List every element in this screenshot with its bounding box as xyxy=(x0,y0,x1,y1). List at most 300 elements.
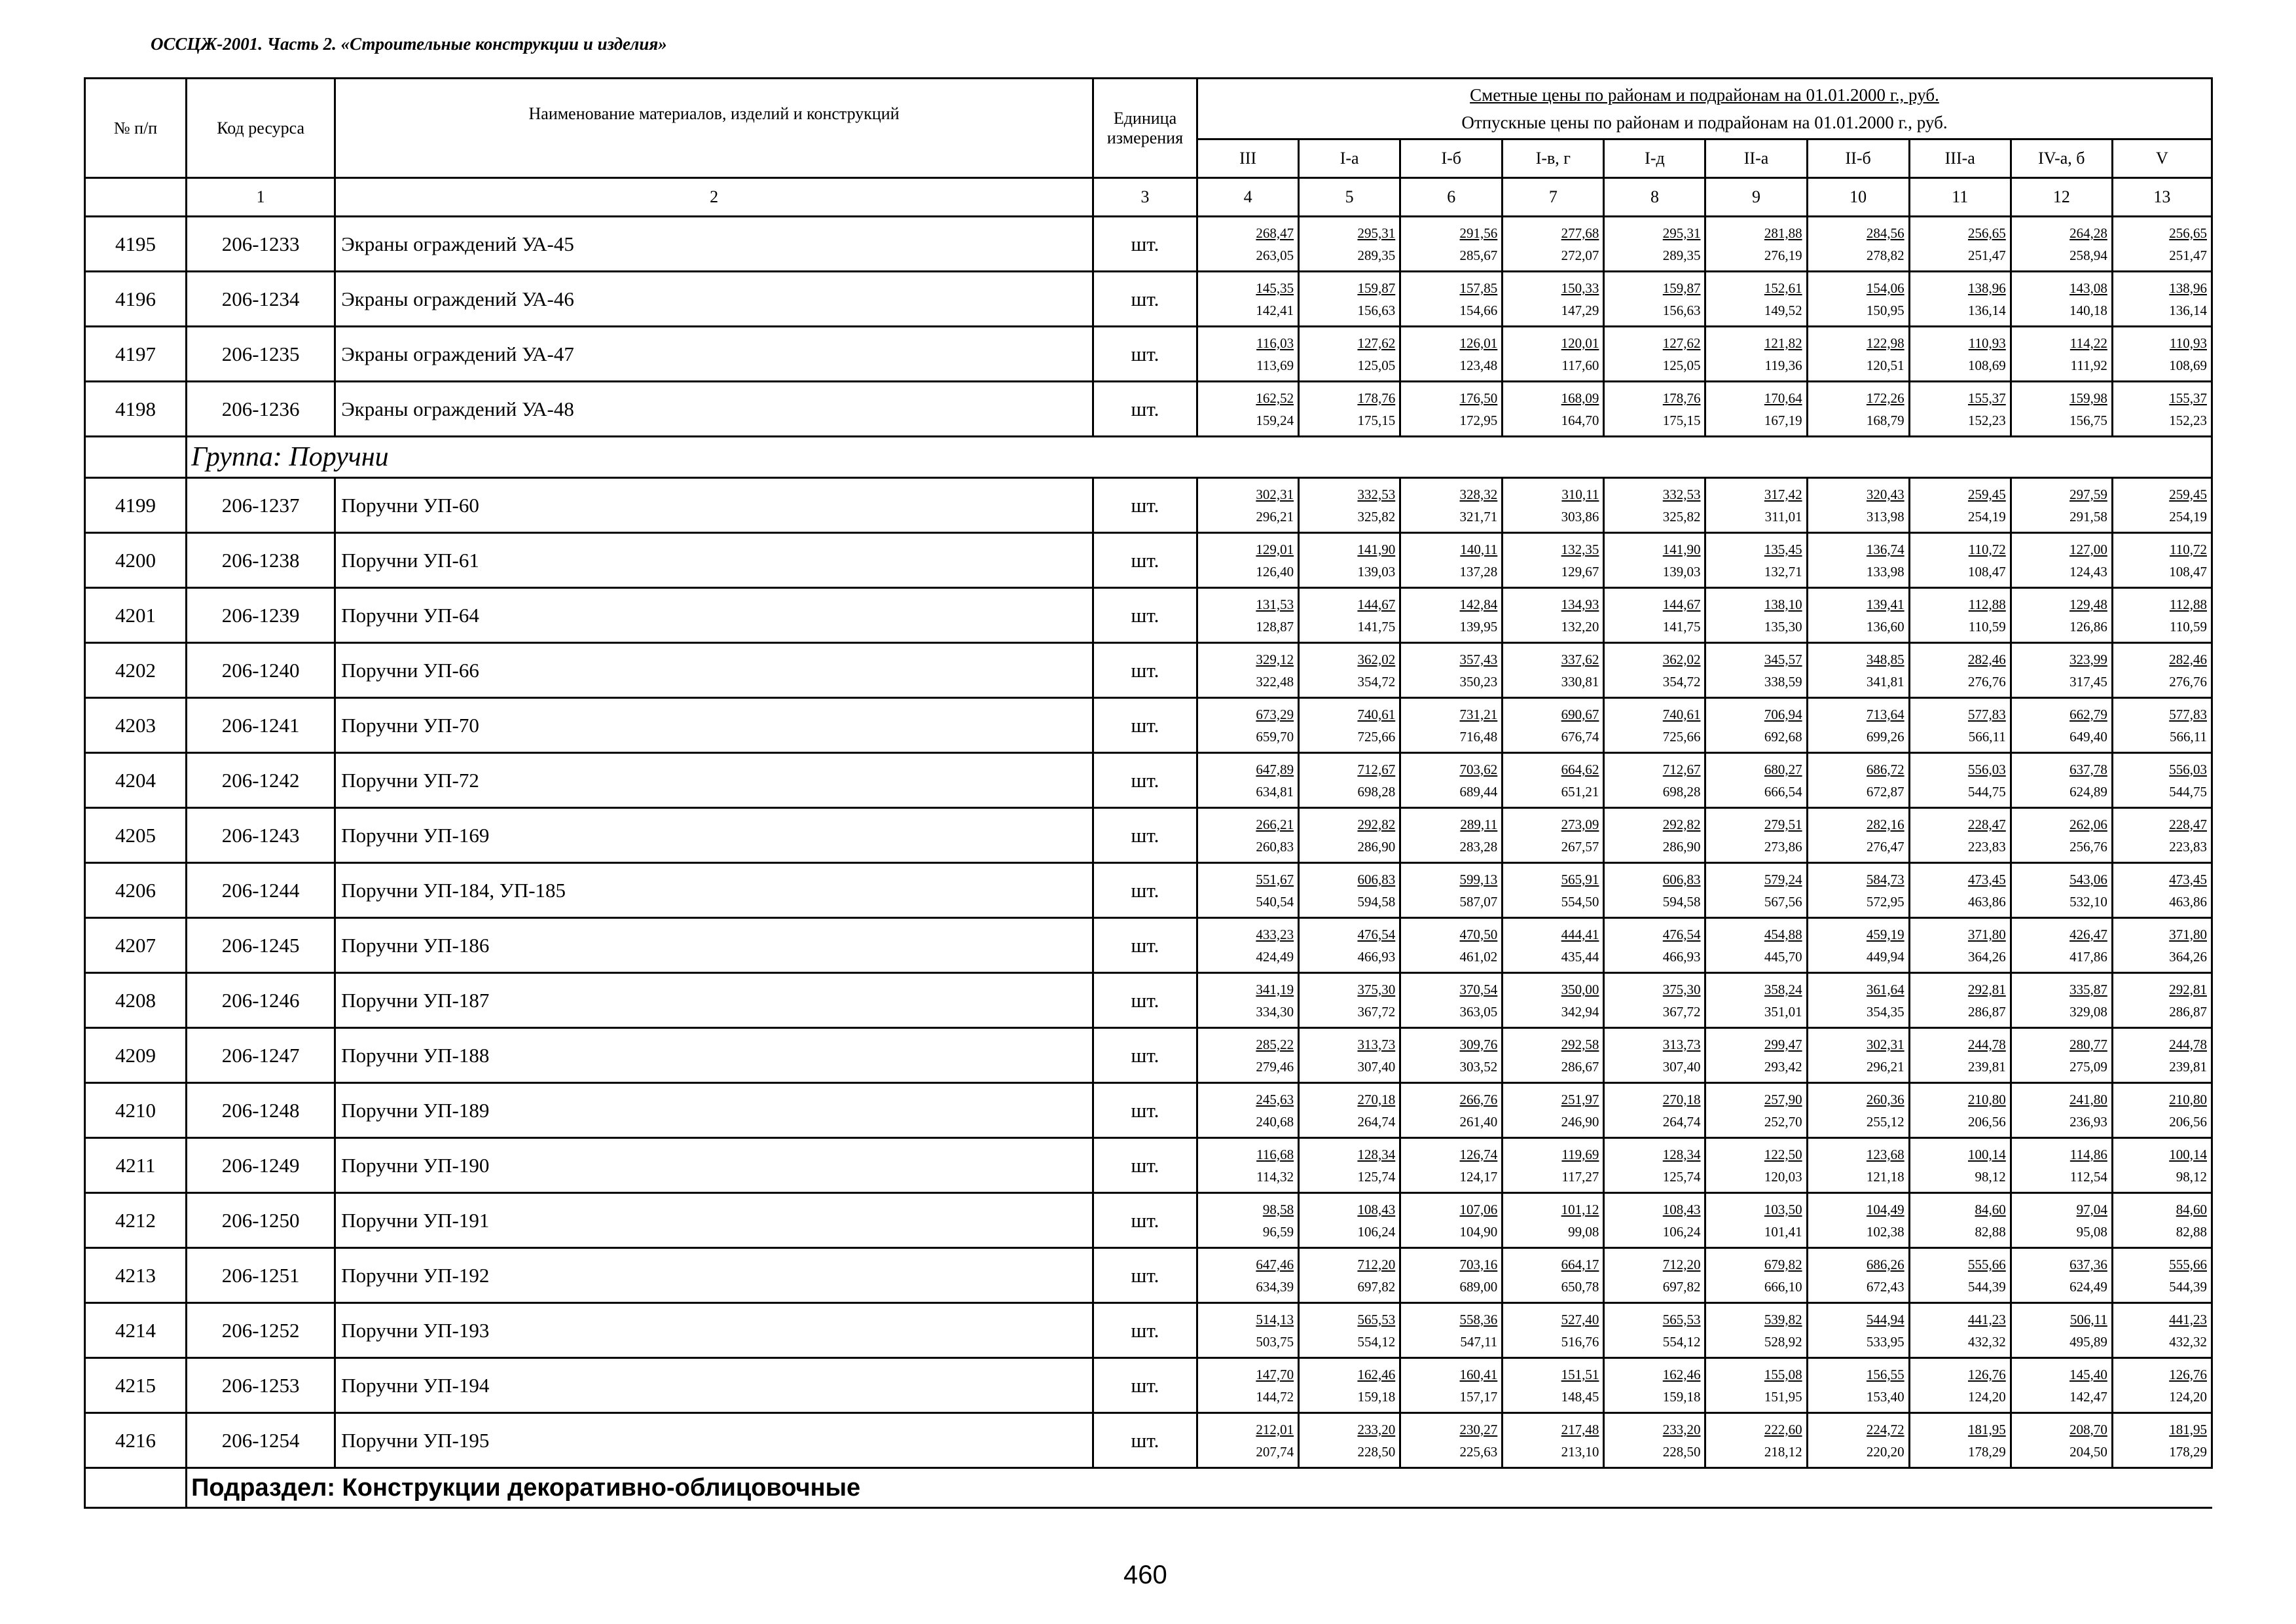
estimate-price: 131,53 xyxy=(1256,596,1294,612)
price-cell xyxy=(1400,698,1503,753)
release-price: 144,72 xyxy=(1256,1388,1294,1405)
estimate-price: 337,62 xyxy=(1561,651,1599,667)
table-row xyxy=(85,808,2212,863)
region-header: I-б xyxy=(1400,139,1503,178)
release-price: 223,83 xyxy=(1968,838,2006,855)
price-cell xyxy=(2112,698,2212,753)
release-price: 273,86 xyxy=(1764,838,1802,855)
release-price: 151,95 xyxy=(1764,1388,1802,1405)
price-cell xyxy=(1400,327,1503,382)
release-price: 286,87 xyxy=(1968,1003,2006,1020)
price-cell xyxy=(1503,217,1604,272)
estimate-price: 703,62 xyxy=(1459,761,1498,777)
estimate-price: 332,53 xyxy=(1662,486,1701,502)
estimate-price: 264,28 xyxy=(2069,225,2107,241)
region-header: I-а xyxy=(1299,139,1400,178)
estimate-price: 259,45 xyxy=(2169,486,2207,502)
release-price: 289,35 xyxy=(1357,247,1396,263)
price-cell xyxy=(1807,1193,1909,1248)
price-cell xyxy=(1909,918,2011,973)
item-name: Поручни УП-187 xyxy=(335,973,1093,1028)
price-cell xyxy=(1807,478,1909,533)
estimate-price: 142,84 xyxy=(1459,596,1498,612)
price-cell xyxy=(1400,382,1503,437)
price-cell xyxy=(1197,863,1299,918)
release-price: 461,02 xyxy=(1459,948,1498,965)
release-price: 99,08 xyxy=(1568,1223,1599,1240)
unit: шт. xyxy=(1093,808,1197,863)
price-cell xyxy=(1705,272,1807,327)
price-cell xyxy=(1604,1193,1705,1248)
price-cell xyxy=(1807,1358,1909,1413)
estimate-price: 335,87 xyxy=(2069,981,2107,997)
release-price: 697,82 xyxy=(1357,1278,1396,1295)
release-price: 98,12 xyxy=(1975,1168,2006,1185)
release-price: 251,47 xyxy=(1968,247,2006,263)
subsection-empty-cell xyxy=(85,1468,187,1508)
estimate-price: 544,94 xyxy=(1866,1311,1904,1327)
resource-code: 206-1253 xyxy=(187,1358,335,1413)
release-price: 364,26 xyxy=(1968,948,2006,965)
item-name: Поручни УП-186 xyxy=(335,918,1093,973)
price-cell xyxy=(1299,753,1400,808)
release-price: 698,28 xyxy=(1357,783,1396,800)
table-row xyxy=(85,533,2212,588)
release-price: 82,88 xyxy=(2176,1223,2207,1240)
price-cell xyxy=(1909,1028,2011,1083)
price-cell xyxy=(1299,588,1400,643)
price-cell xyxy=(1503,327,1604,382)
estimate-price: 108,43 xyxy=(1662,1201,1701,1217)
estimate-price: 555,66 xyxy=(2169,1256,2207,1272)
estimate-price: 98,58 xyxy=(1262,1201,1294,1217)
price-cell xyxy=(1604,863,1705,918)
release-price: 119,36 xyxy=(1764,357,1802,373)
release-price: 220,20 xyxy=(1866,1443,1904,1460)
estimate-price: 138,96 xyxy=(1968,280,2006,296)
table-row xyxy=(85,588,2212,643)
price-cell xyxy=(2011,478,2112,533)
estimate-price: 637,36 xyxy=(2069,1256,2107,1272)
price-cell xyxy=(2011,1413,2112,1468)
estimate-price: 128,34 xyxy=(1357,1146,1396,1162)
release-price: 178,29 xyxy=(2169,1443,2207,1460)
release-price: 624,89 xyxy=(2069,783,2107,800)
estimate-price: 713,64 xyxy=(1866,706,1904,722)
release-price: 341,81 xyxy=(1866,673,1904,690)
release-price: 354,72 xyxy=(1662,673,1701,690)
price-cell xyxy=(1503,698,1604,753)
region-header: V xyxy=(2112,139,2212,178)
price-cell xyxy=(2011,1248,2112,1303)
estimate-price: 112,88 xyxy=(2170,596,2207,612)
release-price: 139,03 xyxy=(1357,563,1396,580)
region-header: II-а xyxy=(1705,139,1807,178)
price-cell xyxy=(1299,918,1400,973)
estimate-price: 565,91 xyxy=(1561,871,1599,887)
table-body xyxy=(85,178,2212,1508)
price-cell xyxy=(1604,1358,1705,1413)
estimate-price: 178,76 xyxy=(1357,390,1396,406)
price-cell xyxy=(1705,588,1807,643)
estimate-price: 313,73 xyxy=(1662,1036,1701,1052)
unit: шт. xyxy=(1093,533,1197,588)
release-price: 140,18 xyxy=(2069,302,2107,318)
estimate-price: 712,20 xyxy=(1357,1256,1396,1272)
price-cell xyxy=(1400,973,1503,1028)
release-price: 251,47 xyxy=(2169,247,2207,263)
price-cell xyxy=(1400,1028,1503,1083)
release-price: 533,95 xyxy=(1866,1333,1904,1350)
release-price: 112,54 xyxy=(2069,1168,2107,1185)
price-cell xyxy=(1604,643,1705,698)
estimate-price: 241,80 xyxy=(2069,1091,2107,1107)
release-price: 285,67 xyxy=(1459,247,1498,263)
estimate-price: 712,67 xyxy=(1357,761,1396,777)
price-cell xyxy=(1299,698,1400,753)
estimate-price: 527,40 xyxy=(1561,1311,1599,1327)
price-cell xyxy=(1400,1083,1503,1138)
release-price: 666,54 xyxy=(1764,783,1802,800)
estimate-price: 245,63 xyxy=(1256,1091,1294,1107)
price-cell xyxy=(1807,327,1909,382)
release-price: 125,74 xyxy=(1357,1168,1396,1185)
price-cell xyxy=(2011,1028,2112,1083)
price-cell xyxy=(2011,1138,2112,1193)
release-price: 148,45 xyxy=(1561,1388,1599,1405)
price-cell xyxy=(2112,272,2212,327)
estimate-price: 151,51 xyxy=(1561,1366,1599,1382)
price-cell xyxy=(1400,1358,1503,1413)
price-cell xyxy=(1604,382,1705,437)
release-price: 104,90 xyxy=(1459,1223,1498,1240)
resource-code: 206-1244 xyxy=(187,863,335,918)
estimate-price: 162,52 xyxy=(1256,390,1294,406)
estimate-price: 362,02 xyxy=(1662,651,1701,667)
release-price: 554,50 xyxy=(1561,893,1599,910)
estimate-price: 731,21 xyxy=(1459,706,1498,722)
release-price: 503,75 xyxy=(1256,1333,1294,1350)
estimate-price: 476,54 xyxy=(1357,926,1396,942)
release-price: 240,68 xyxy=(1256,1113,1294,1130)
row-number: 4211 xyxy=(85,1138,187,1193)
price-cell xyxy=(1503,478,1604,533)
estimate-price: 690,67 xyxy=(1561,706,1599,722)
price-cell xyxy=(1807,1083,1909,1138)
release-price: 689,44 xyxy=(1459,783,1498,800)
estimate-price: 147,70 xyxy=(1256,1366,1294,1382)
estimate-price: 279,51 xyxy=(1764,816,1802,832)
release-price: 303,86 xyxy=(1561,508,1599,525)
price-cell xyxy=(1400,863,1503,918)
release-price: 124,20 xyxy=(1968,1388,2006,1405)
column-number: 10 xyxy=(1807,178,1909,217)
table-row xyxy=(85,478,2212,533)
estimate-price: 506,11 xyxy=(2069,1311,2107,1327)
release-price: 108,69 xyxy=(1968,357,2006,373)
price-cell xyxy=(2011,863,2112,918)
release-price: 139,03 xyxy=(1662,563,1701,580)
release-price: 424,49 xyxy=(1256,948,1294,965)
release-price: 364,26 xyxy=(2169,948,2207,965)
price-cell xyxy=(1909,1413,2011,1468)
estimate-price: 178,76 xyxy=(1662,390,1701,406)
estimate-price: 292,58 xyxy=(1561,1036,1599,1052)
estimate-price: 228,47 xyxy=(1968,816,2006,832)
release-price: 255,12 xyxy=(1866,1113,1904,1130)
price-cell xyxy=(1705,918,1807,973)
release-price: 132,71 xyxy=(1764,563,1802,580)
estimate-price: 210,80 xyxy=(2169,1091,2207,1107)
price-cell xyxy=(1807,1138,1909,1193)
release-price: 254,19 xyxy=(1968,508,2006,525)
resource-code: 206-1239 xyxy=(187,588,335,643)
price-cell xyxy=(1604,1083,1705,1138)
estimate-price: 145,35 xyxy=(1256,280,1294,296)
price-cell xyxy=(2011,1358,2112,1413)
estimate-price: 270,18 xyxy=(1662,1091,1701,1107)
price-cell xyxy=(2011,1083,2112,1138)
estimate-price: 172,26 xyxy=(1866,390,1904,406)
release-price: 228,50 xyxy=(1357,1443,1396,1460)
estimate-price: 210,80 xyxy=(1968,1091,2006,1107)
release-price: 207,74 xyxy=(1256,1443,1294,1460)
estimate-price: 637,78 xyxy=(2069,761,2107,777)
price-cell xyxy=(1400,533,1503,588)
table-row xyxy=(85,1303,2212,1358)
price-cell xyxy=(1503,533,1604,588)
release-price: 142,41 xyxy=(1256,302,1294,318)
price-cell xyxy=(1197,382,1299,437)
row-number: 4204 xyxy=(85,753,187,808)
price-cell xyxy=(1503,973,1604,1028)
estimate-price: 371,80 xyxy=(1968,926,2006,942)
price-cell xyxy=(1299,1303,1400,1358)
price-cell xyxy=(1705,1248,1807,1303)
estimate-price: 565,53 xyxy=(1662,1311,1701,1327)
estimate-price: 107,06 xyxy=(1459,1201,1498,1217)
estimate-price: 302,31 xyxy=(1866,1036,1904,1052)
price-cell xyxy=(2112,1413,2212,1468)
estimate-price: 292,81 xyxy=(1968,981,2006,997)
release-price: 544,75 xyxy=(1968,783,2006,800)
release-price: 634,39 xyxy=(1256,1278,1294,1295)
release-price: 417,86 xyxy=(2069,948,2107,965)
price-cell xyxy=(1807,643,1909,698)
price-cell xyxy=(1705,478,1807,533)
release-price: 307,40 xyxy=(1662,1058,1701,1075)
release-price: 278,82 xyxy=(1866,247,1904,263)
release-price: 566,11 xyxy=(2170,728,2207,745)
estimate-price: 289,11 xyxy=(1460,816,1498,832)
release-price: 147,29 xyxy=(1561,302,1599,318)
release-price: 303,52 xyxy=(1459,1058,1498,1075)
release-price: 110,59 xyxy=(1968,618,2006,635)
estimate-price: 155,37 xyxy=(1968,390,2006,406)
item-name: Поручни УП-66 xyxy=(335,643,1093,698)
release-price: 311,01 xyxy=(1764,508,1802,525)
estimate-price: 292,81 xyxy=(2169,981,2207,997)
release-price: 108,47 xyxy=(1968,563,2006,580)
estimate-price: 110,93 xyxy=(1968,335,2006,351)
estimate-price: 558,36 xyxy=(1459,1311,1498,1327)
estimate-price: 680,27 xyxy=(1764,761,1802,777)
estimate-price: 292,82 xyxy=(1662,816,1701,832)
release-price: 651,21 xyxy=(1561,783,1599,800)
release-price: 263,05 xyxy=(1256,247,1294,263)
release-price: 342,94 xyxy=(1561,1003,1599,1020)
estimate-price: 140,11 xyxy=(1460,541,1498,557)
release-price: 367,72 xyxy=(1357,1003,1396,1020)
estimate-price: 282,46 xyxy=(1968,651,2006,667)
estimate-price: 244,78 xyxy=(2169,1036,2207,1052)
price-cell xyxy=(1705,217,1807,272)
price-cell xyxy=(2112,217,2212,272)
table-row xyxy=(85,643,2212,698)
estimate-price: 126,76 xyxy=(1968,1366,2006,1382)
document-header-title: ОССЦЖ-2001. Часть 2. «Строительные конструкции и изделия» xyxy=(151,34,667,54)
estimate-price: 577,83 xyxy=(1968,706,2006,722)
item-name: Экраны ограждений УА-45 xyxy=(335,217,1093,272)
resource-code: 206-1254 xyxy=(187,1413,335,1468)
release-price: 223,83 xyxy=(2169,838,2207,855)
release-price: 124,43 xyxy=(2069,563,2107,580)
release-price: 672,43 xyxy=(1866,1278,1904,1295)
row-number: 4210 xyxy=(85,1083,187,1138)
estimate-price: 217,48 xyxy=(1561,1421,1599,1437)
release-price: 650,78 xyxy=(1561,1278,1599,1295)
release-price: 157,17 xyxy=(1459,1388,1498,1405)
price-cell xyxy=(1197,808,1299,863)
estimate-price: 317,42 xyxy=(1764,486,1802,502)
estimate-price: 116,68 xyxy=(1256,1146,1294,1162)
release-price: 495,89 xyxy=(2069,1333,2107,1350)
price-cell xyxy=(2112,808,2212,863)
estimate-price: 143,08 xyxy=(2069,280,2107,296)
table-row xyxy=(85,1083,2212,1138)
estimate-price: 84,60 xyxy=(2176,1201,2207,1217)
price-cell xyxy=(1909,533,2011,588)
unit: шт. xyxy=(1093,698,1197,753)
price-cell xyxy=(1705,863,1807,918)
price-cell xyxy=(1197,1083,1299,1138)
release-price: 634,81 xyxy=(1256,783,1294,800)
price-cell xyxy=(2011,753,2112,808)
price-cell xyxy=(1604,918,1705,973)
price-cell xyxy=(1503,1028,1604,1083)
estimate-price: 270,18 xyxy=(1357,1091,1396,1107)
price-cell xyxy=(1807,217,1909,272)
estimate-price: 144,67 xyxy=(1357,596,1396,612)
price-cell xyxy=(1400,1413,1503,1468)
price-cell xyxy=(1807,698,1909,753)
estimate-price: 459,19 xyxy=(1866,926,1904,942)
price-cell xyxy=(1909,588,2011,643)
resource-code: 206-1240 xyxy=(187,643,335,698)
estimate-price: 291,56 xyxy=(1459,225,1498,241)
column-number: 2 xyxy=(335,178,1093,217)
price-cell xyxy=(1705,698,1807,753)
release-price: 125,74 xyxy=(1662,1168,1701,1185)
release-price: 159,18 xyxy=(1662,1388,1701,1405)
estimate-price: 127,62 xyxy=(1357,335,1396,351)
unit: шт. xyxy=(1093,1303,1197,1358)
unit: шт. xyxy=(1093,588,1197,643)
price-cell xyxy=(1705,1138,1807,1193)
release-price: 117,60 xyxy=(1561,357,1599,373)
price-cell xyxy=(1705,1193,1807,1248)
estimate-price: 136,74 xyxy=(1866,541,1904,557)
estimate-price: 543,06 xyxy=(2069,871,2107,887)
price-cell xyxy=(1197,327,1299,382)
price-cell xyxy=(1705,643,1807,698)
price-cell xyxy=(1299,643,1400,698)
estimate-price: 159,87 xyxy=(1357,280,1396,296)
release-price: 554,12 xyxy=(1662,1333,1701,1350)
price-cell xyxy=(1503,753,1604,808)
estimate-price: 260,36 xyxy=(1866,1091,1904,1107)
estimate-price: 454,88 xyxy=(1764,926,1802,942)
estimate-price: 103,50 xyxy=(1764,1201,1802,1217)
table-row xyxy=(85,863,2212,918)
estimate-price: 282,46 xyxy=(2169,651,2207,667)
estimate-price: 332,53 xyxy=(1357,486,1396,502)
release-price: 672,87 xyxy=(1866,783,1904,800)
price-cell xyxy=(2112,1193,2212,1248)
unit: шт. xyxy=(1093,1193,1197,1248)
release-price: 136,14 xyxy=(1968,302,2006,318)
release-price: 239,81 xyxy=(1968,1058,2006,1075)
estimate-price: 556,03 xyxy=(1968,761,2006,777)
estimate-price: 686,26 xyxy=(1866,1256,1904,1272)
column-number: 13 xyxy=(2112,178,2212,217)
resource-code: 206-1250 xyxy=(187,1193,335,1248)
price-cell xyxy=(1807,753,1909,808)
estimate-price: 273,09 xyxy=(1561,816,1599,832)
region-header: III xyxy=(1197,139,1299,178)
price-cell xyxy=(2112,973,2212,1028)
price-cell xyxy=(1503,918,1604,973)
price-cell xyxy=(2011,1193,2112,1248)
unit: шт. xyxy=(1093,327,1197,382)
estimate-price: 176,50 xyxy=(1459,390,1498,406)
price-cell xyxy=(1197,1138,1299,1193)
release-price: 567,56 xyxy=(1764,893,1802,910)
column-number: 12 xyxy=(2011,178,2112,217)
price-cell xyxy=(1299,808,1400,863)
row-number: 4214 xyxy=(85,1303,187,1358)
price-cell xyxy=(1909,217,2011,272)
estimate-price: 740,61 xyxy=(1662,706,1701,722)
estimate-price: 84,60 xyxy=(1975,1201,2006,1217)
release-price: 350,23 xyxy=(1459,673,1498,690)
header-name: Наименование материалов, изделий и конструкций xyxy=(335,79,1093,178)
release-price: 264,74 xyxy=(1662,1113,1701,1130)
estimate-price: 116,03 xyxy=(1256,335,1294,351)
release-price: 276,19 xyxy=(1764,247,1802,263)
release-price: 716,48 xyxy=(1459,728,1498,745)
estimate-price: 159,87 xyxy=(1662,280,1701,296)
release-price: 120,03 xyxy=(1764,1168,1802,1185)
estimate-price: 145,40 xyxy=(2069,1366,2107,1382)
price-cell xyxy=(2011,217,2112,272)
item-name: Экраны ограждений УА-47 xyxy=(335,327,1093,382)
release-price: 264,74 xyxy=(1357,1113,1396,1130)
group-empty-cell xyxy=(85,437,187,478)
release-price: 725,66 xyxy=(1357,728,1396,745)
release-price: 108,47 xyxy=(2169,563,2207,580)
estimate-price: 127,00 xyxy=(2069,541,2107,557)
